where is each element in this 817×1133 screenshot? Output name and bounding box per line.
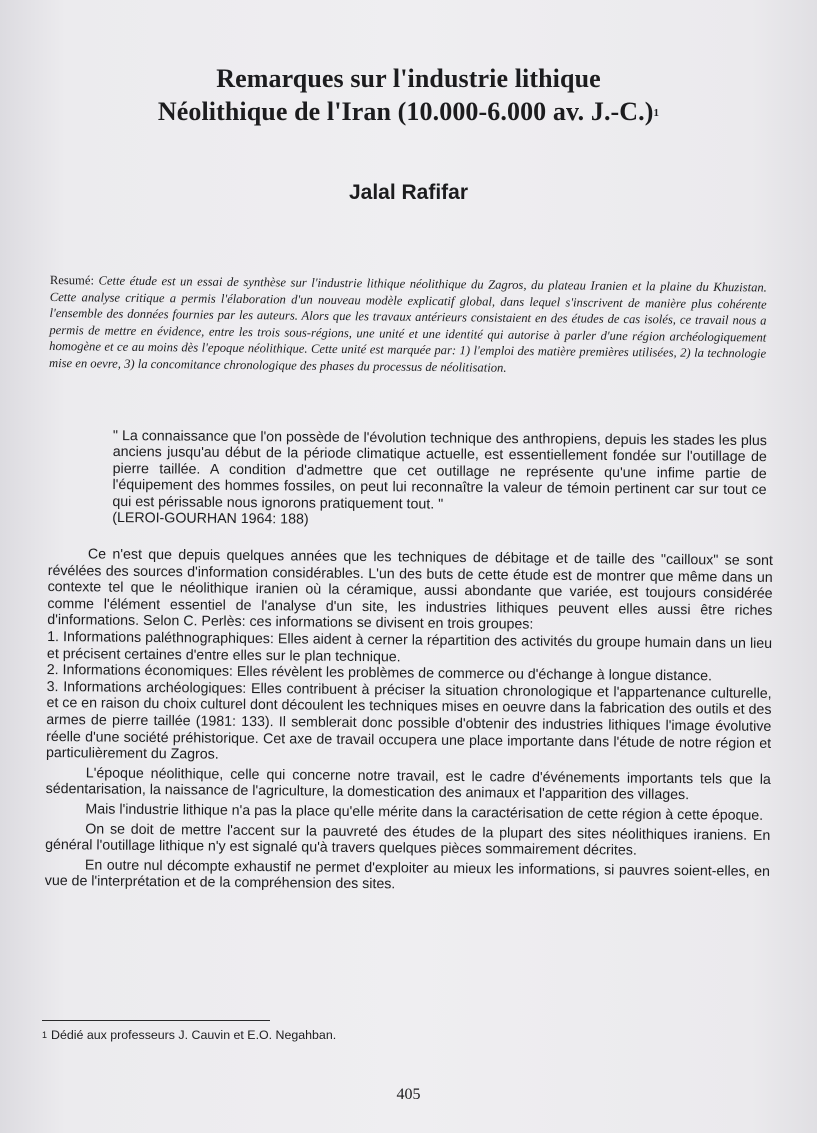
list-item-3: 3. Informations archéologiques: Elles contribuent à préciser la situation chronologique et l'appartenance culturelle, et ce en raison du choix culturel dont découlent les techniques mises en oeuvre dans la fabrication des outils et des armes de pierre taillée (1981: 133). Il semblerait donc possible d'obtenir des industries lithiques l'image évolutive réelle d'une société préhistorique. Cet axe de travail occupera une place importante dans l'étude de notre région et particulièrement du Zagros.: [45, 678, 772, 763]
title-line-2: [0, 95, 817, 128]
footnote: [42, 1027, 336, 1043]
epigraph-quote: [112, 428, 767, 532]
footnote-text: Dédié aux professeurs J. Cauvin et E.O. Negahban.: [51, 1028, 337, 1042]
title-line-1: Remarques sur l'industrie lithique: [216, 64, 601, 93]
title-footnote-mark: 1: [653, 107, 660, 119]
quote-text: " La connaissance que l'on possède de l'évolution technique des anthropiens, depuis les stades les plus anciens jusqu'au début de la période climatique actuelle, est essentiellement fondée sur l'outillage de pierre taillée. A condition d'admettre que cet outillage ne représente qu'une infime partie de l'équipement des hommes fossiles, on peut lui reconnaître la valeur de témoin pertinent car sur tout ce qui est périssable nous ignorons pratiquement tout. ": [112, 428, 767, 513]
author-name: Jalal Rafifar: [348, 181, 469, 204]
article-title: [0, 62, 817, 128]
paragraph-2: L'époque néolithique, celle qui concerne notre travail, est le cadre d'événements importants tels que la sédentarisation, la naissance de l'agriculture, la domestication des animaux et l'apparition des villages.: [45, 765, 771, 804]
abstract-label: Resumé:: [49, 272, 99, 288]
paragraph-3: Mais l'industrie lithique n'a pas la place qu'elle mérite dans la caractérisation de cette région à cette époque.: [85, 801, 764, 824]
title-line-2-text: Néolithique de l'Iran (10.000-6.000 av. J.-C.): [157, 97, 654, 126]
paragraph-4: On se doit de mettre l'accent sur la pauvreté des études de la plupart des sites néolithiques iraniens. En général l'outillage lithique n'y est signalé qu'à travers quelques pièces sommairement décrites.: [45, 820, 771, 859]
paragraph-1: Ce n'est que depuis quelques années que les techniques de débitage et de taille des "cailloux" se sont révélées des sources d'information considérables. L'un des buts de cette étude est de montrer que même dans un contexte tel que le néolithique iranien où la céramique, aussi abondante que variée, est toujours considérée comme l'élément essentiel de l'analyse d'un site, les industries lithiques peuvent elles aussi être riches d'informations. Selon C. Perlès: ces informations se divisent en trois groupes:: [47, 546, 773, 634]
list-item-1: 1. Informations paléthnographiques: Elles aident à cerner la répartition des activités du groupe humain dans un lieu et précisent certaines d'entre elles sur le plan technique.: [46, 628, 773, 665]
footnote-divider: [42, 1020, 270, 1021]
abstract-text: Cette étude est un essai de synthèse sur l'industrie lithique néolithique du Zagros, du plateau Iranien et la plaine du Khuzistan. Cette analyse critique a permis l'élaboration d'un nouveau modèle explicatif global, dans lequel s'inscrivent de manière plus cohérente l'ensemble des données fournies par les auteurs. Alors que les travaux antérieurs consistaient en des études de cas isolés, ce travail nous a permis de mettre en évidence, entre les trois sous-régions, une unité et une identité qui autorise à parler d'une région archéologiquement homogène et ce au moins dès l'epoque néolithique. Cette unité est marquée par: 1) l'emploi des matière premières utilisées, 2) la technologie mise en oevre, 3) la concomitance chronologique des phases du processus de néolitisation.: [48, 273, 767, 375]
footnote-mark: 1: [42, 1030, 48, 1040]
quote-citation: (LEROI-GOURHAN 1964: 188): [112, 510, 309, 528]
body-text: [45, 546, 773, 897]
page-number: 405: [396, 1086, 421, 1103]
list-item-2: 2. Informations économiques: Elles révèlent les problèmes de commerce ou d'échange à longue distance.: [46, 662, 713, 685]
paragraph-5: En outre nul décompte exhaustif ne permet d'exploiter au mieux les informations, si pauvres soient-elles, en vue de l'interprétation et de la compréhension des sites.: [44, 857, 770, 893]
abstract: [49, 272, 767, 379]
